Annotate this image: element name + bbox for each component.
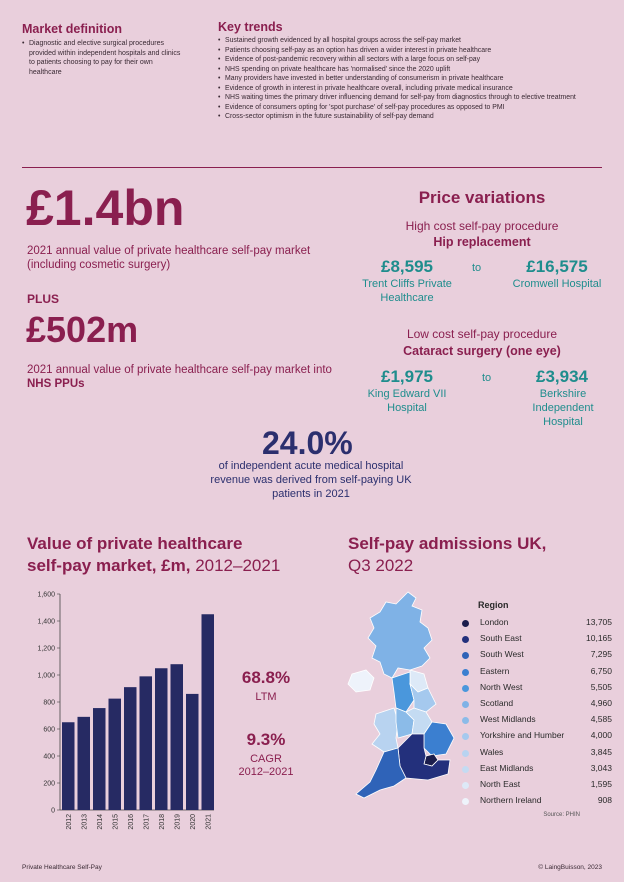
x-tick-label: 2017 [143, 814, 151, 830]
hip-to: to [472, 262, 482, 274]
key-trends [218, 20, 578, 122]
admissions-title [348, 533, 598, 577]
kt-bullet: • Evidence of post-pandemic recovery within all sectors with a large focus on self-pay [218, 55, 578, 65]
kt-bullet: • NHS waiting times the primary driver influencing demand for self-pay from diagnostics through to elective treatment [218, 93, 578, 103]
x-tick-label: 2014 [96, 814, 104, 830]
legend-region-name: South West [480, 649, 524, 660]
bar [186, 694, 199, 810]
kt-bullet: • Many providers have invested in better understanding of consumerism in private healthcare [218, 74, 578, 84]
legend-region-value: 4,000 [590, 730, 612, 741]
map-scotland [368, 592, 432, 678]
legend-row [462, 617, 612, 633]
price-variations-title: Price variations [418, 188, 546, 207]
legend-region-value: 7,295 [590, 649, 612, 660]
headline-value-2: £502m [26, 309, 139, 350]
high-cost-label: High cost self-pay procedure [405, 219, 559, 233]
legend-row [462, 747, 612, 763]
legend-region-name: Wales [480, 746, 504, 757]
y-tick-label: 800 [43, 699, 55, 707]
x-tick-label: 2016 [127, 814, 135, 830]
uk-map [336, 588, 466, 802]
map-wales [372, 708, 398, 752]
x-tick-label: 2013 [81, 814, 89, 830]
key-trends-title: Key trends [218, 20, 283, 34]
legend-region-value: 5,505 [590, 681, 612, 692]
legend-region-value: 4,960 [590, 698, 612, 708]
legend-region-name: South East [480, 633, 522, 644]
legend-region-value: 908 [597, 795, 612, 806]
legend-region-name: North East [480, 779, 521, 789]
legend-region-value: 10,165 [586, 633, 612, 644]
y-tick-label: 1,600 [37, 591, 55, 599]
kt-bullet: • Sustained growth evidenced by all hospital groups across the self-pay market [218, 36, 578, 46]
bar [202, 614, 215, 810]
legend-swatch [462, 701, 469, 708]
legend-row [462, 633, 612, 649]
legend-swatch [462, 750, 469, 757]
footer-left: Private Healthcare Self-Pay [22, 864, 102, 871]
hip-low-price: £8,595 [381, 257, 433, 276]
x-tick-label: 2015 [112, 814, 120, 830]
headline-plus: PLUS [27, 292, 60, 306]
bar [109, 699, 122, 810]
headline-desc-2a: 2021 annual value of private healthcare self-pay market into [27, 364, 332, 376]
x-tick-label: 2021 [205, 814, 213, 830]
headline-desc-2b: NHS PPUs [27, 378, 85, 390]
bar [93, 708, 106, 810]
cataract-high-hospital: Berkshire Independent Hospital [532, 388, 594, 428]
legend-row [462, 714, 612, 730]
key-trends-list [218, 36, 578, 122]
headline-desc-2 [27, 363, 357, 391]
legend-row [462, 682, 612, 698]
legend-swatch [462, 685, 469, 692]
legend-row [462, 730, 612, 746]
low-cost-label: Low cost self-pay procedure [406, 327, 558, 341]
kt-bullet: • Cross-sector optimism in the future sustainability of self-pay demand [218, 112, 578, 122]
legend-region-value: 4,585 [590, 714, 612, 725]
headline-value-1: £1.4bn [26, 180, 185, 236]
cagr-value: 9.3% [246, 730, 286, 749]
bar-chart [24, 586, 214, 844]
bar [171, 664, 184, 810]
legend-swatch [462, 798, 469, 805]
headline-value-3: 24.0% [262, 425, 353, 461]
market-definition-title: Market definition [22, 22, 123, 36]
legend-region-value: 3,043 [590, 762, 612, 773]
bar [155, 668, 168, 810]
legend-swatch [462, 620, 469, 627]
cataract-high-price: £3,934 [536, 367, 588, 386]
legend-swatch [462, 766, 469, 773]
kt-bullet: • NHS spending on private healthcare has 'normalised' since the 2020 uplift [218, 65, 578, 75]
legend-region-name: Northern Ireland [480, 795, 542, 806]
headline-desc-3: of independent acute medical hospital revenue was derived from self-paying UK patients in 2021 [210, 460, 412, 500]
legend-row [462, 666, 612, 682]
kt-bullet: • Evidence of consumers opting for 'spot purchase' of self-pay procedures as opposed to PMI [218, 103, 578, 113]
bar [124, 687, 137, 810]
chart-title-line2-rest: 2012–2021 [190, 556, 281, 575]
x-tick-label: 2020 [189, 814, 197, 830]
ltm-value: 68.8% [241, 668, 291, 687]
cagr-label: CAGR [250, 753, 282, 765]
bar [62, 722, 75, 810]
ltm-label: LTM [255, 691, 277, 703]
source-note: Source: PHIN [543, 812, 580, 818]
market-definition-list [22, 39, 182, 77]
legend-swatch [462, 636, 469, 643]
chart-section-title [27, 533, 327, 577]
y-tick-label: 600 [43, 726, 55, 734]
cataract-to: to [482, 372, 492, 384]
footer-right: © LaingBuisson, 2023 [538, 864, 602, 871]
hip-high-hospital: Cromwell Hospital [512, 278, 602, 290]
low-cost-procedure: Cataract surgery (one eye) [403, 344, 561, 358]
chart-title-line1: Value of private healthcare [27, 534, 243, 553]
map-northern-ireland [348, 670, 374, 692]
legend-region-value: 13,705 [586, 617, 612, 627]
cagr-period: 2012–2021 [238, 766, 294, 778]
map-south-west [356, 748, 406, 798]
y-tick-label: 0 [51, 807, 55, 815]
headline-desc-1: 2021 annual value of private healthcare self-pay market (including cosmetic surgery) [27, 245, 311, 271]
kt-bullet: • Evidence of growth in interest in private healthcare overall, including private medical insurance [218, 84, 578, 94]
hip-high-price: £16,575 [526, 257, 588, 276]
ltm-block [226, 668, 306, 703]
price-variations [362, 188, 602, 438]
legend-swatch [462, 782, 469, 789]
bar [140, 676, 153, 810]
y-tick-label: 200 [43, 780, 55, 788]
admissions-title-line1: Self-pay admissions UK, [348, 534, 547, 553]
kt-bullet: • Patients choosing self-pay as an option has driven a wider interest in private healthcare [218, 46, 578, 56]
legend-region-name: West Midlands [480, 714, 536, 725]
hip-low-hospital: Trent Cliffs Private Healthcare [362, 278, 452, 304]
legend-region-name: East Midlands [480, 762, 534, 773]
cataract-low-hospital: King Edward VII Hospital [367, 388, 447, 414]
legend-row [462, 795, 612, 811]
map-eastern [424, 722, 454, 756]
y-tick-label: 400 [43, 753, 55, 761]
market-definition [22, 22, 182, 77]
legend-region-name: Eastern [480, 665, 510, 676]
high-cost-procedure: Hip replacement [433, 235, 531, 249]
legend-region-name: North West [480, 681, 523, 692]
x-tick-label: 2012 [65, 814, 73, 830]
legend-swatch [462, 652, 469, 659]
legend-row [462, 649, 612, 665]
x-tick-label: 2019 [174, 814, 182, 830]
admissions-title-line2: Q3 2022 [348, 556, 414, 575]
legend-swatch [462, 717, 469, 724]
y-tick-label: 1,400 [37, 618, 55, 626]
cagr-block [220, 730, 312, 778]
chart-title-line2-bold: self-pay market, £m, [27, 556, 191, 575]
divider-top [22, 167, 602, 168]
cataract-low-price: £1,975 [381, 367, 433, 386]
y-tick-label: 1,000 [37, 672, 55, 680]
bar [78, 717, 91, 810]
legend-region-value: 1,595 [590, 779, 612, 789]
region-legend-title: Region [478, 600, 509, 610]
legend-region-name: London [480, 617, 509, 627]
x-tick-label: 2018 [158, 814, 166, 830]
legend-region-value: 6,750 [590, 665, 612, 676]
legend-row [462, 763, 612, 779]
md-bullet: • Diagnostic and elective surgical procedures provided within independent hospitals and clinics to patients choosing to pay for their own healthcare [22, 39, 182, 77]
legend-region-name: Scotland [480, 698, 514, 708]
y-tick-label: 1,200 [37, 645, 55, 653]
legend-region-name: Yorkshire and Humber [480, 730, 565, 741]
legend-swatch [462, 733, 469, 740]
legend-region-value: 3,845 [590, 746, 612, 757]
legend-row [462, 698, 612, 714]
legend-swatch [462, 669, 469, 676]
legend-row [462, 779, 612, 795]
